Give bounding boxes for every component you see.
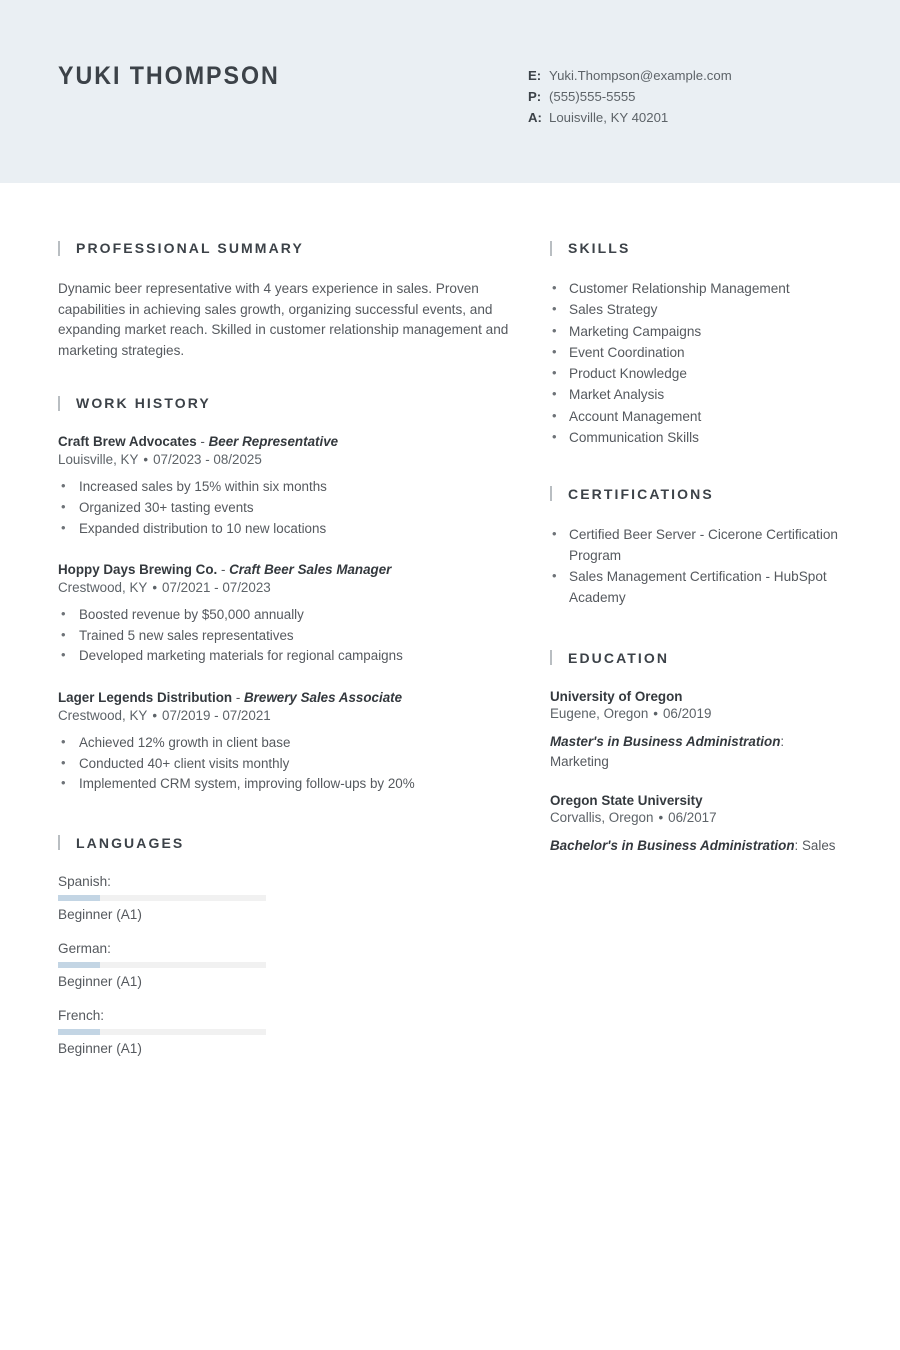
work-bullet-list (58, 477, 510, 539)
education-meta (550, 706, 842, 721)
candidate-name: YUKI THOMPSON (58, 62, 280, 90)
heading-label: LANGUAGES (76, 834, 185, 851)
list-item: • Market Analysis (550, 385, 842, 406)
education-date: 06/2017 (668, 809, 717, 825)
summary-paragraph: Dynamic beer representative with 4 years experience in sales. Proven capabilities in achieving sales growth, organizing successful events, and expanding market reach. Skilled in customer relationship management and marketing strategies. (58, 281, 509, 358)
language-item (58, 874, 288, 922)
education-location: Corvallis, Oregon (550, 809, 654, 825)
education-degree (550, 836, 842, 856)
accent-bar-icon (550, 486, 552, 501)
language-proficiency-fill (58, 895, 100, 901)
heading-label: WORK HISTORY (76, 395, 211, 412)
resume-body (0, 183, 900, 1109)
heading-skills (550, 240, 842, 256)
meta-dot-icon: • (658, 809, 664, 825)
meta-dot-icon: • (152, 580, 158, 596)
contact-block (528, 62, 732, 128)
list-item: • Product Knowledge (550, 364, 842, 385)
list-item: • Event Coordination (550, 343, 842, 364)
resume-header (0, 0, 900, 183)
degree-field: : Sales (794, 837, 836, 853)
work-dates: 07/2019 - 07/2021 (162, 707, 271, 723)
list-item: • Organized 30+ tasting events (58, 498, 510, 519)
contact-label-address: A: (528, 109, 542, 125)
list-item: • Account Management (550, 407, 842, 428)
accent-bar-icon (550, 650, 552, 665)
work-role: Brewery Sales Associate (244, 689, 403, 705)
list-item: • Certified Beer Server - Cicerone Certification Program (550, 525, 842, 567)
work-entry (58, 434, 510, 539)
work-company: Lager Legends Distribution (58, 689, 233, 705)
work-entry-title (58, 434, 510, 449)
contact-value-email: Yuki.Thompson@example.com (549, 68, 732, 83)
education-location: Eugene, Oregon (550, 705, 649, 721)
list-item: • Implemented CRM system, improving follow-ups by 20% (58, 774, 510, 795)
contact-label-email: E: (528, 68, 542, 83)
degree-name: Master's in Business Administration (550, 733, 781, 749)
name-block (58, 62, 528, 128)
contact-row-email (528, 66, 732, 87)
certifications-list (550, 525, 842, 609)
work-dates: 07/2021 - 07/2023 (162, 580, 271, 596)
heading-professional-summary (58, 240, 510, 256)
heading-label: CERTIFICATIONS (568, 485, 714, 502)
heading-languages (58, 835, 510, 851)
education-school: University of Oregon (550, 688, 683, 704)
work-entry (58, 562, 510, 667)
section-languages (58, 835, 510, 1075)
work-separator: - (217, 562, 230, 578)
list-item: • Marketing Campaigns (550, 322, 842, 343)
meta-dot-icon: • (143, 452, 149, 468)
language-grid (58, 874, 510, 1075)
work-entry-meta (58, 452, 510, 467)
contact-value-phone: (555)555-5555 (549, 88, 636, 104)
section-education (550, 650, 842, 856)
section-certifications (550, 486, 842, 609)
list-item: • Achieved 12% growth in client base (58, 733, 510, 754)
language-proficiency-track (58, 895, 266, 901)
work-role: Craft Beer Sales Manager (229, 562, 392, 578)
work-location: Crestwood, KY (58, 707, 148, 723)
heading-certifications (550, 486, 842, 502)
contact-label-phone: P: (528, 88, 542, 104)
accent-bar-icon (58, 396, 60, 411)
list-item: • Developed marketing materials for regional campaigns (58, 646, 510, 667)
list-item: • Trained 5 new sales representatives (58, 626, 510, 647)
heading-label: PROFESSIONAL SUMMARY (76, 240, 304, 256)
heading-work-history (58, 395, 510, 411)
degree-name: Bachelor's in Business Administration (550, 837, 795, 853)
list-item: • Communication Skills (550, 428, 842, 449)
language-item (58, 941, 288, 989)
list-item: • Increased sales by 15% within six months (58, 477, 510, 498)
language-level: Beginner (A1) (58, 973, 142, 989)
work-bullet-list (58, 733, 510, 795)
skills-list (550, 279, 842, 449)
heading-label: EDUCATION (568, 649, 670, 666)
language-proficiency-track (58, 962, 266, 968)
education-entry (550, 793, 842, 856)
language-level: Beginner (A1) (58, 906, 142, 922)
list-item: • Sales Management Certification - HubSpot Academy (550, 567, 842, 609)
language-proficiency-track (58, 1029, 266, 1035)
work-bullet-list (58, 605, 510, 667)
degree-field: : Marketing (550, 733, 785, 769)
language-name: Spanish: (58, 873, 111, 889)
language-name: German: (58, 940, 111, 956)
accent-bar-icon (58, 241, 60, 256)
language-proficiency-fill (58, 962, 100, 968)
work-location: Crestwood, KY (58, 580, 148, 596)
meta-dot-icon: • (152, 707, 158, 723)
list-item: • Expanded distribution to 10 new locations (58, 519, 510, 540)
language-item (58, 1008, 288, 1056)
accent-bar-icon (550, 241, 552, 256)
list-item: • Customer Relationship Management (550, 279, 842, 300)
education-meta (550, 810, 842, 825)
work-separator: - (196, 434, 209, 450)
accent-bar-icon (58, 835, 60, 850)
contact-value-address: Louisville, KY 40201 (549, 109, 669, 125)
education-entry (550, 689, 842, 772)
list-item: • Boosted revenue by $50,000 annually (58, 605, 510, 626)
work-company: Craft Brew Advocates (58, 434, 197, 450)
work-entry-meta (58, 580, 510, 595)
section-work-history (58, 395, 510, 794)
work-entry-meta (58, 708, 510, 723)
contact-row-phone (528, 87, 732, 108)
work-separator: - (232, 689, 244, 705)
work-location: Louisville, KY (58, 452, 139, 468)
section-professional-summary (58, 240, 510, 361)
list-item: • Conducted 40+ client visits monthly (58, 754, 510, 775)
section-skills (550, 240, 842, 449)
left-column (58, 183, 510, 1109)
language-level: Beginner (A1) (58, 1040, 142, 1056)
right-column (510, 183, 842, 1109)
work-company: Hoppy Days Brewing Co. (58, 562, 218, 578)
education-school: Oregon State University (550, 792, 703, 808)
work-role: Beer Representative (208, 434, 339, 450)
education-date: 06/2019 (662, 705, 712, 721)
heading-education (550, 650, 842, 666)
education-degree (550, 732, 842, 772)
work-entry-title (58, 562, 510, 577)
contact-row-address (528, 108, 732, 129)
language-proficiency-fill (58, 1029, 100, 1035)
work-dates: 07/2023 - 08/2025 (153, 452, 262, 468)
language-name: French: (58, 1007, 105, 1023)
work-entry (58, 690, 510, 795)
heading-label: SKILLS (568, 240, 631, 256)
list-item: • Sales Strategy (550, 300, 842, 321)
work-entry-title (58, 690, 510, 705)
meta-dot-icon: • (653, 705, 658, 721)
